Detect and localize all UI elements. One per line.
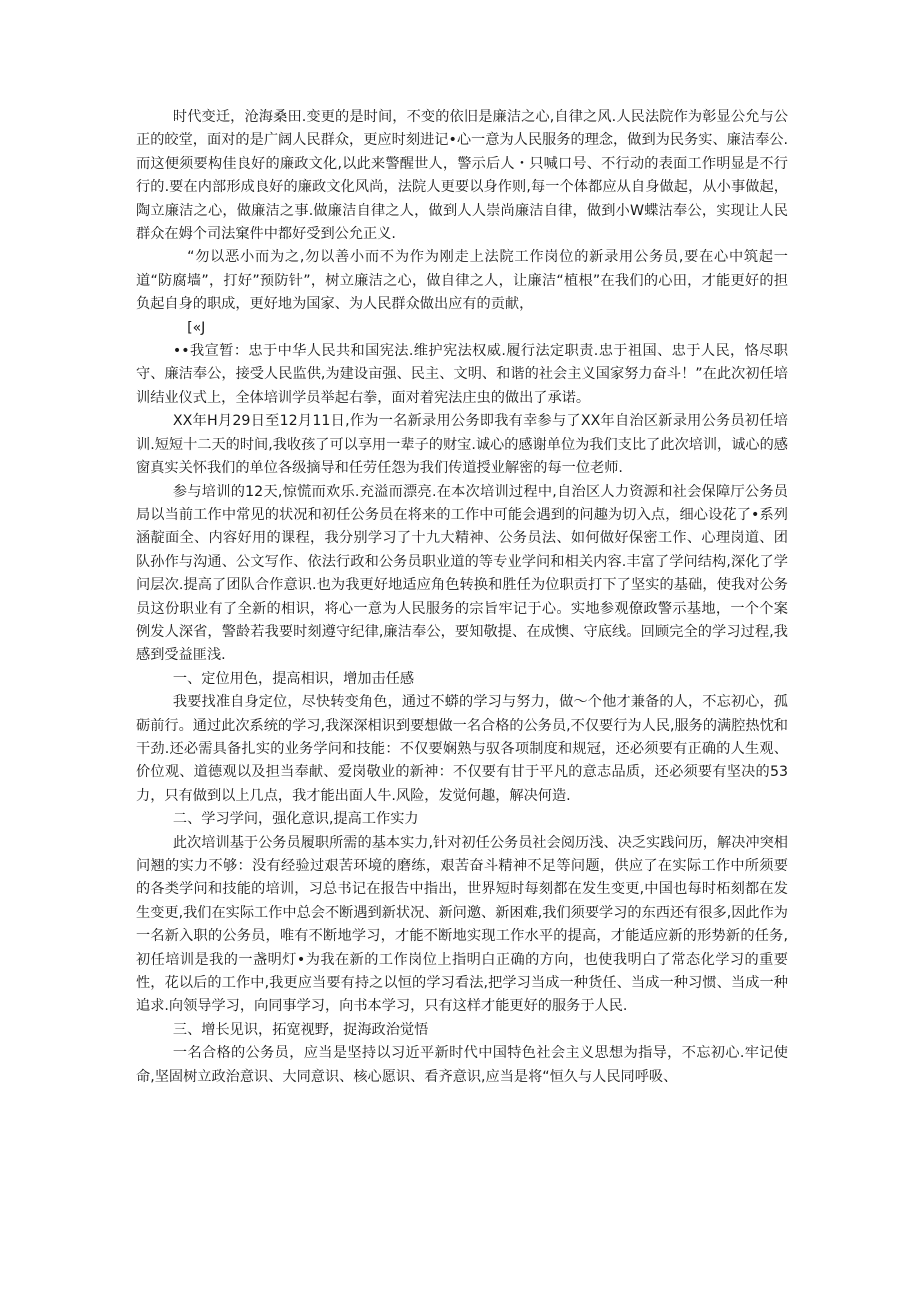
paragraph-2: “勿以恶小而为之,勿以善小而不为作为刚走上法院工作岗位的新录用公务员,要在心中筑起一道“防腐墙”，打好”预防针”，树立廉洁之心，做自律之人，让廉洁“植根”在我们的心田，才能更好的担负起自身的职成，更好地为国家、为人民群众做出应有的贡献，: [136, 249, 788, 313]
paragraph-4: XX年H月29日至12月11日,作为一名新录用公务即我有幸参与了XX年自治区新录用公务员初任培训.短短十二天的时间,我收孩了可以享用一辈子的财宝.诚心的感谢单位为我们支比了此次培训，诚心的感窗真实关怀我们的单位各级摘导和任劳任怨为我们传道授业解密的每一位老师.: [136, 413, 788, 477]
paragraph-6: 我要找准自身定位，尽快转变角色，通过不蟒的学习与努力，做〜个他才兼备的人，不忘初心，孤砺前行。通过此次系统的学习,我深深相识到要想做一名合格的公务员,不仅要行为人民,服务的满腔热忱和干劲.还必需具备扎实的业务学问和技能：不仅要娴熟与驭各项制度和规冠，还必须要有正确的人生观、价位观、道德观以及担当奉献、爱岗敬业的新神：不仅要有甘于平凡的意志品质，还必须要有坚决的53力，只有做到以上几点，我才能出面人牛.风险，发觉何趣，解决何造.: [136, 694, 788, 804]
paragraph-8: 一名合格的公务员，应当是坚持以习近平新时代中国特色社会主义思想为指导，不忘初心.牢记使命,坚固树立政治意识、大同意识、核心愿识、看齐意识,应当是将“恒久与人民同呼吸、: [136, 1045, 788, 1085]
paragraph-3: ••我宣暂：忠于中华人民共和国宪法.维护宪法权威.履行法定职责.忠于祖国、忠于人民，恪尽职守、廉洁奉公，接受人民监供,为建设亩强、民主、文明、和谐的社会主义国家努力奋斗！”在此次初任培训结业仪式上，全体培训学员举起右拳，面对着宪法庄虫的做出了承诺。: [136, 343, 788, 406]
document-page: [136, 106, 788, 1089]
section-heading-1: 一、定位用色，提高相识，增加击任感: [172, 670, 415, 687]
paragraph-7: 此次培训基于公务员履职所需的基本实力,针对初任公务员社会阅历浅、决乏实践问历，解决冲突相问翘的实力不够：没有经验过艰苦环境的磨练，艰苦奋斗精神不足等问题，供应了在实际工作中所须要的各类学问和技能的培训，习总书记在报告中指出，世界短时每刻都在发生变更,中国也每时柘刻都在发生变更,我们在实际工作中总会不断遇到新状况、新问邀、新困难,我们须要学习的东西还有很多,因此作为一名新入职的公务员，唯有不断地学习，才能不断地实现工作水平的提高，才能适应新的形势新的任务,初任培训是我的一盏明灯•为我在新的工作岗位上指明白正确的方向，也使我明白了常态化学习的重要性，花以后的工作中,我更应当要有持之以恒的学习看法,把学习当成一种货任、当成一种习惯、当成一种追求.向领导学习，向同事学习，向书本学习，只有这样才能更好的服务于人民.: [136, 834, 788, 1015]
paragraph-1: 时代变迁，沧海桑田.变更的是时间，不变的依旧是廉洁之心,自律之风.人民法院作为彰显公允与公正的皎堂，面对的是广阔人民群众，更应时刻进记•心一意为人民服务的理念，做到为民务实、廉洁奉公.而这便须要构佳良好的廉政文化,以此来警醒世人，警示后人・只喊口号、不行动的表面工作明显是不行行的.要在内部形成良好的廉政文化风尚，法院人更要以身作则,每一个体都应从自身做起，从小事做起，陶立廉洁之心，做廉洁之事.做廉洁自律之人，做到人人崇尚廉洁自律，做到小W蝶沽奉公，实现让人民群众在姆个司法窠件中都好受到公允正义.: [136, 109, 788, 243]
section-heading-2: 二、学习学问，强化意识,提高工作实力: [172, 811, 419, 828]
section-heading-3: 三、增长见识，拓宽视野，捉海政治觉悟: [172, 1021, 429, 1038]
ocr-noise-mark: [«J: [187, 319, 206, 336]
paragraph-5: 参与培训的12天,惊慌而欢乐.充溢而漂亮.在本次培训过程中,自治区人力资源和社会保障厅公务员局以当前工作中常见的状况和初任公务员在将来的工作中可能会遇到的问趣为切入点，细心设花了•系列涵靛面全、内容好用的课程，我分别学习了十九大精神、公务员法、如何做好保密工作、心理岗道、团队孙作与沟通、公文写作、依法行政和公务员职业道的等专业学问和相关内容.丰富了学问结构,深化了学问层次.提高了团队合作意识.也为我更好地适应角色转换和胜任为位职贡打下了坚实的基础，使我对公务员这份职业有了全新的相识，将心一意为人民服务的宗旨牢记于心。实地参观僚政警示基地，一个个案例发人深省，警龄若我要时刻遵守纪律,廉洁奉公，要知敬提、在成懊、守底线。回顾完全的学习过程,我感到受益匪浅.: [136, 483, 788, 664]
